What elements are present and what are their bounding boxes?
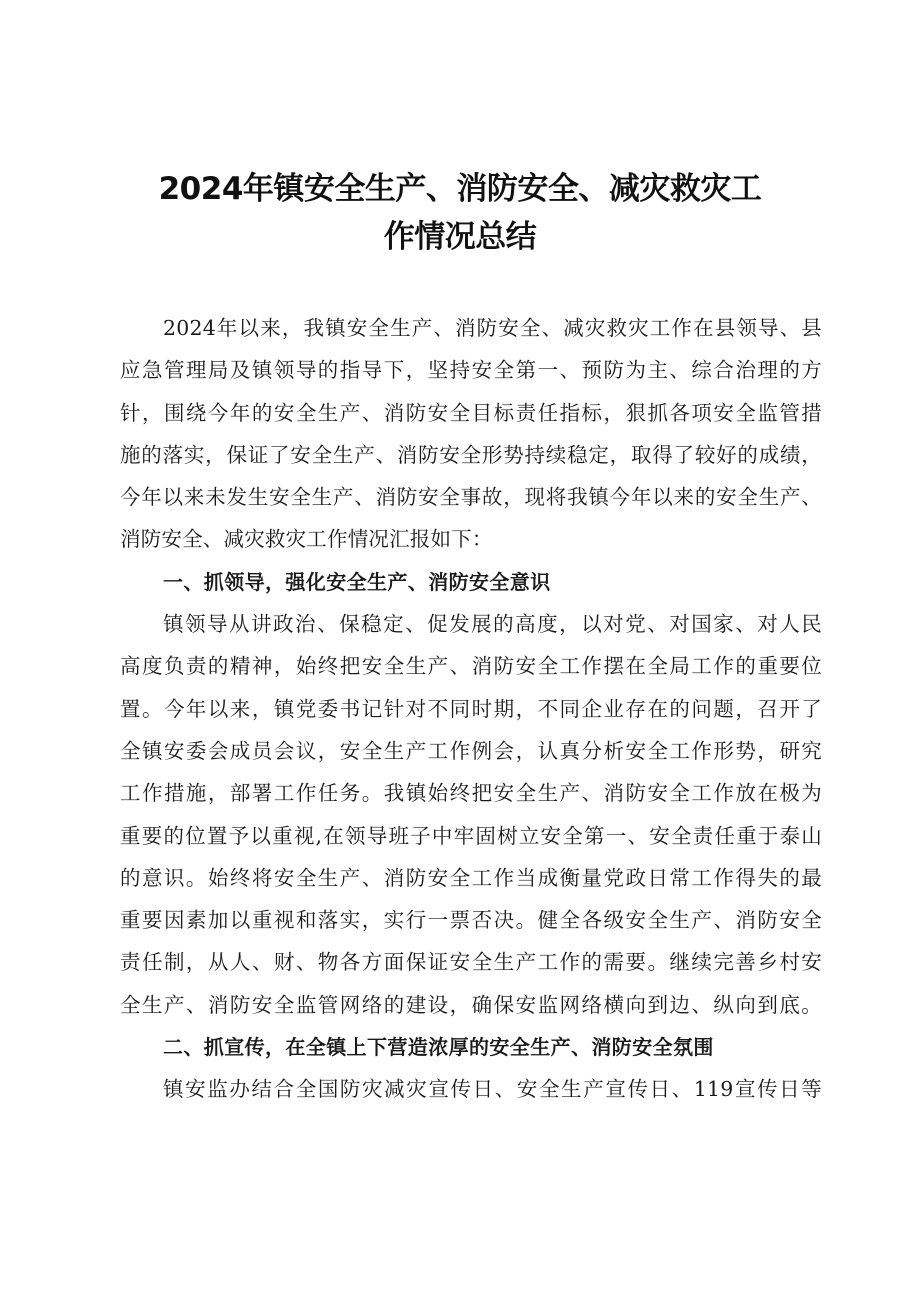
section-heading-2: 二、抓宣传，在全镇上下营造浓厚的安全生产、消防安全氛围: [163, 1035, 714, 1060]
paragraph-line: 镇安监办结合全国防灾减灾宣传日、安全生产宣传日、119宣传日等: [163, 1077, 822, 1102]
paragraph-line: 重要的位置予以重视,在领导班子中牢固树立安全第一、安全责任重于泰山: [120, 823, 822, 848]
title-line-2: 作情况总结: [383, 219, 537, 255]
document-body: [120, 307, 822, 1111]
paragraph-line: 针，围绕今年的安全生产、消防安全目标责任指标，狠抓各项安全监管措: [120, 400, 822, 425]
paragraph-line: 施的落实，保证了安全生产、消防安全形势持续稳定，取得了较好的成绩，: [120, 442, 822, 467]
paragraph-line: 全镇安委会成员会议，安全生产工作例会，认真分析安全工作形势，研究: [120, 738, 822, 763]
paragraph-line: 全生产、消防安全监管网络的建设，确保安监网络横向到边、纵向到底。: [120, 992, 822, 1017]
paragraph-line: 镇领导从讲政治、保稳定、促发展的高度，以对党、对国家、对人民: [163, 612, 822, 637]
paragraph-line: 应急管理局及镇领导的指导下，坚持安全第一、预防为主、综合治理的方: [120, 358, 822, 383]
paragraph-line: 2024年以来，我镇安全生产、消防安全、减灾救灾工作在县领导、县: [163, 316, 822, 340]
document-title: [95, 165, 825, 261]
paragraph-line: 高度负责的精神，始终把安全生产、消防安全工作摆在全局工作的重要位: [120, 654, 822, 679]
paragraph-line: 责任制，从人、财、物各方面保证安全生产工作的需要。继续完善乡村安: [120, 950, 822, 975]
title-line-1: 2024年镇安全生产、消防安全、减灾救灾工: [158, 171, 762, 207]
paragraph-line: 置。今年以来，镇党委书记针对不同时期，不同企业存在的问题，召开了: [120, 696, 822, 721]
section-heading-1: 一、抓领导，强化安全生产、消防安全意识: [163, 569, 551, 594]
paragraph-line: 的意识。始终将安全生产、消防安全工作当成衡量党政日常工作得失的最: [120, 865, 822, 890]
paragraph-line: 今年以来未发生安全生产、消防安全事故，现将我镇今年以来的安全生产、: [120, 485, 822, 510]
paragraph-line: 工作措施，部署工作任务。我镇始终把安全生产、消防安全工作放在极为: [120, 781, 822, 806]
paragraph-line: 重要因素加以重视和落实，实行一票否决。健全各级安全生产、消防安全: [120, 908, 822, 933]
paragraph-line: 消防安全、减灾救灾工作情况汇报如下：: [120, 527, 493, 552]
